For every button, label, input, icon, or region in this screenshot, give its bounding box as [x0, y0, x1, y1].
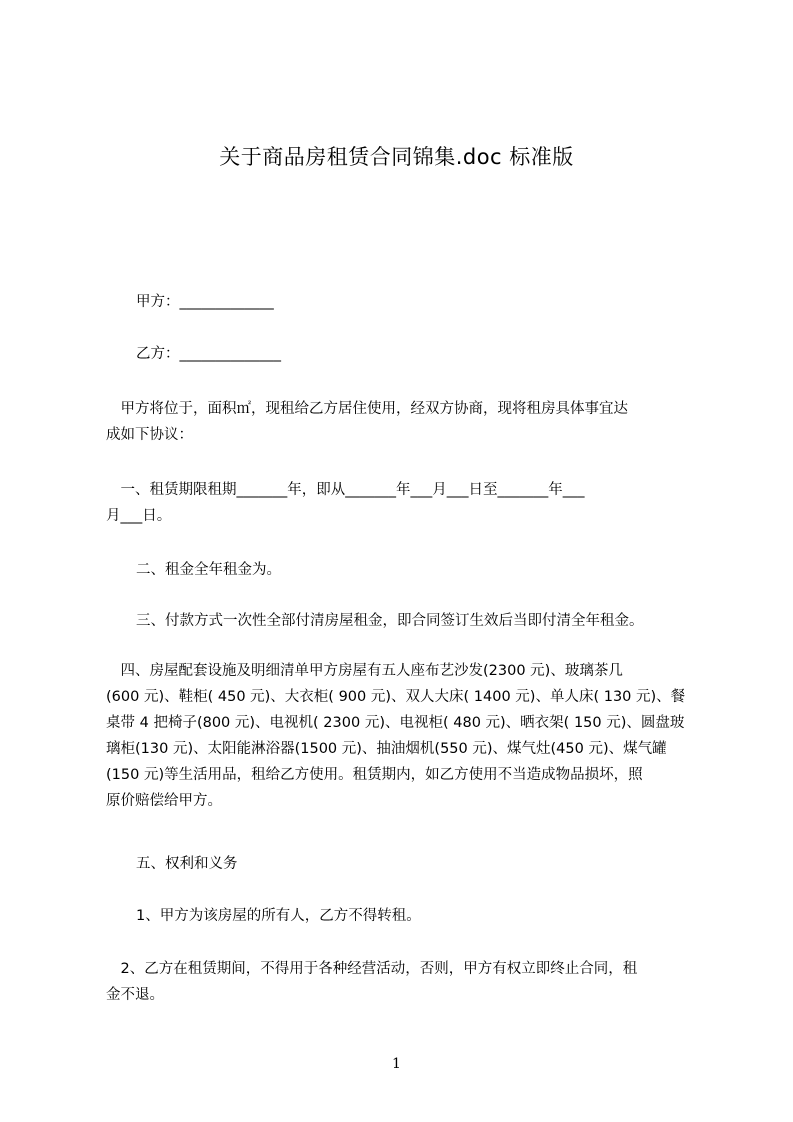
clause-4-line-6: 原价赔偿给甲方。 [106, 793, 222, 809]
intro-paragraph [106, 396, 700, 448]
clause-4-line-3: 桌带 4 把椅子(800 元)、电视机( 2300 元)、电视柜( 480 元)、晒衣架( 150 元)、圆盘玻 [106, 715, 685, 731]
clause-4-line-5: (150 元)等生活用品，租给乙方使用。租赁期内，如乙方使用不当造成物品损坏，照 [106, 767, 643, 783]
party-b-line: 乙方：______________ [136, 346, 281, 362]
intro-line-2: 成如下协议： [106, 427, 193, 443]
document-title: 关于商品房租赁合同锦集.doc 标准版 [219, 145, 574, 169]
item-2-no-business [106, 956, 700, 1008]
clause-4-facilities [106, 658, 700, 814]
clause-4-line-2: (600 元)、鞋柜( 450 元)、大衣柜( 900 元)、双人大床( 1400 元)、单人床( 130 元)、餐 [106, 689, 686, 705]
party-a-line: 甲方：_____________ [136, 294, 274, 310]
clause-2-rent: 二、租金全年租金为。 [136, 562, 281, 578]
item-2-line-1: 2、乙方在租赁期间，不得用于各种经营活动，否则，甲方有权立即终止合同，租 [106, 961, 638, 977]
item-1-no-sublet: 1、甲方为该房屋的所有人，乙方不得转租。 [136, 908, 421, 924]
clause-1-lease-term [106, 477, 700, 529]
clause-4-line-1: 四、房屋配套设施及明细清单甲方房屋有五人座布艺沙发(2300 元)、玻璃茶几 [106, 663, 623, 679]
clause-4-line-4: 璃柜(130 元)、太阳能淋浴器(1500 元)、抽油烟机(550 元)、煤气灶(450 元)、煤气罐 [106, 741, 667, 757]
page-number: 1 [392, 1056, 401, 1072]
intro-line-1: 甲方将位于，面积㎡，现租给乙方居住使用，经双方协商，现将租房具体事宜达 [106, 401, 628, 417]
clause-1-line-2: 月___日。 [106, 508, 172, 524]
clause-5-rights: 五、权利和义务 [136, 856, 238, 872]
item-2-line-2: 金不退。 [106, 987, 164, 1003]
clause-3-payment: 三、付款方式一次性全部付清房屋租金，即合同签订生效后当即付清全年租金。 [136, 613, 644, 629]
clause-1-line-1: 一、租赁期限租期_______年，即从_______年___月___日至_______年___ [106, 482, 585, 498]
